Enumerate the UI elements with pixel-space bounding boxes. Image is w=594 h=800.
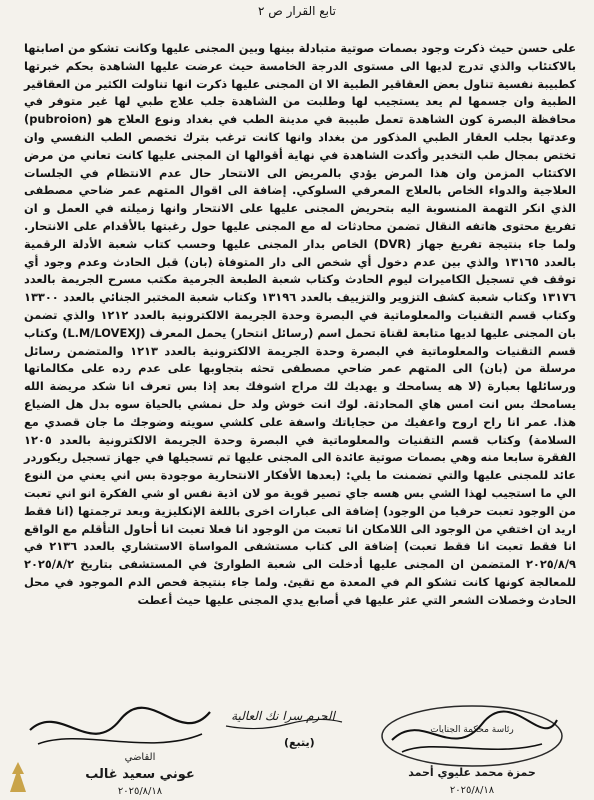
left-date-text: ٢٠٢٥/٨/١٨ — [117, 786, 163, 797]
emblem-logo-icon — [4, 760, 32, 798]
left-name-text: عوني سعيد غالب — [85, 767, 195, 782]
center-signature — [218, 702, 348, 732]
body-paragraph: على حسن حيث ذكرت وجود بصمات صوتية متبادلة بينها وبين المجنى عليها وكانت تشكو من اصابتها بالاكتئاب والذي تدرج لديها الى مستوى الدرجة الخامسة حيث عرضت عليها الشاهدة بحكم خبرتها كطبيبة نفسية تناول بعض العقاقير الطبية الا ان المجنى عليها ذكرت انها تناولت الكثير من العقاقير الطبية وان جسمها لم يعد يستجيب لها وطلبت من الشاهدة جلب علاج طبي لها غير متوفر في محافظة البصرة كون الشاهدة تعمل طبيبة في مدينة الطب في بغداد ونوع العلاج هو (pubroion) وعدتها بجلب العقار الطبي المذكور من بغداد وانها كانت ترغب بترك تخصص الطب النفسي وان تختص بمجال طب التخدير وأكدت الشاهدة في نهاية أقوالها ان المجنى عليها كانت تعاني من مرض الاكتئاب المزمن وان هذا المرض يؤدي بالمريض الى الانتحار حال عدم الانتظام في الجلسات العلاجية والدواء الخاص بالعلاج المعرفي السلوكي. إضافة الى اقوال المتهم عمر ضاحي مصطفى الذي انكر التهمة المنسوبة اليه بتحريض المجنى عليها على الانتحار وانها زميلته في العمل و ان تفريغ محتوى هاتفه النقال تضمن محادثات له مع المجنى عليها حول رغبتها بالأقدام على الانتحار. ولما جاء بنتيجة تفريغ جهاز (DVR) الخاص بدار المجنى عليها وحسب كتاب شعبة الأدلة الرقمية بالعدد ١٣١٦٥ والذي بين عدم دخول أي شخص الى دار المتوفاة (بان) قبل الحادث وعدم وجود أي توقف في تسجيل الكاميرات ليوم الحادث وكتاب شعبة الطبعة الجرمية مكتب مسرح الجريمة بالعدد ١٣١٧٦ وكتاب شعبة كشف التزوير والتزييف بالعدد ١٣١٩٦ وكتاب شعبة المختبر الجنائي بالعدد ١٣٣٠٠ وكتاب قسم التقنيات والمعلوماتية في البصرة وحدة الجريمة الالكترونية بالعدد ١٢١٢ والذي تضمن بان المجنى عليها لديها متابعة لقناة تحمل اسم (رسائل انتحار) يحمل المعرف (L.M/LOVEXJ) وكتاب قسم التقنيات والمعلوماتية في البصرة وحدة الجريمة الالكترونية بالعدد ١٢١٣ والمتضمن رسائل مرسلة من (بان) الى المتهم عمر ضاحي مصطفى تحثه بتجاوبها على عدم رده على مكالماتها ورسائلها بعبارة (لا هه يسامحك و يهديك لك مراح اشوفك بعد إذا بس تعرف انا شكد مريضة الله يسامحك بس انت امس هاي المحادثة. لوك انت خوش ولد حل نمشي بالحياة سوه بدل هل الضياع هذا. عمر انا راح اروح واعفيك من حجاياتك واسفة على كلشي سويته وضوجك ما جان قصدي مع السلامة) وكتاب قسم التقنيات والمعلوماتية في البصرة وحدة الجريمة الالكترونية بالعدد ١٢٠٥ الفقرة سابعا منه وهي بصمات صوتية عائدة الى المجنى عليها تم تسجيلها في جهاز تسجيل ريكوردر عائد للمجنى عليها والتي تضمنت ما يلي: (بعدها الأفكار الانتحارية موجودة بس اني يعني من النوع الي ما استجيب لهذا الشي بس هسه جاي تصير قوية مو لان اذية نفس او شي الفكرة انو اني تعبت من الوجود تعبت حرفيا من الوجود) إضافة الى عبارات اخرى باللغة الإنكليزية وبعد ترجمتها (انا فقط اريد ان اختفي من الوجود الى اللامكان انا تعبت من الوجود انا فعلا تعبت انا أحاول التأقلم مع الواقع انا فقط تعبت انا فقط تعبت) إضافة الى كتاب مستشفى المواساة الاستشاري بالعدد ٢١٣٦ في ٢٠٢٥/٨/٩ المتضمن ان المجنى عليها أدخلت الى شعبة الطوارئ في المستشفى بتاريخ ٢٠٢٥/٨/٢ للمعالجة كونها كانت تشكو الم في المعدة مع تقيئ. ولما جاء بنتيجة فحص الدم الموجود في محل الحادث وخصلات الشعر التي عثر عليها في أصابع يدي المجنى عليها حيث أعطت — [24, 41, 577, 607]
left-title-text: القاضي — [124, 752, 156, 763]
right-name-text: حمزة محمد عليوي أحمد — [408, 766, 536, 779]
right-stamp-text: رئاسة محكمة الجنايات — [430, 725, 514, 735]
right-signature-stamp — [372, 700, 572, 798]
center-note-text: الحرم سرا نك العالية — [231, 709, 335, 723]
document-body — [24, 40, 576, 610]
left-signature — [20, 700, 220, 798]
page-header: تابع القرار ص ٢ — [258, 4, 336, 18]
follows-label: (يتبع) — [284, 736, 315, 749]
right-date-text: ٢٠٢٥/٨/١٨ — [449, 785, 495, 796]
